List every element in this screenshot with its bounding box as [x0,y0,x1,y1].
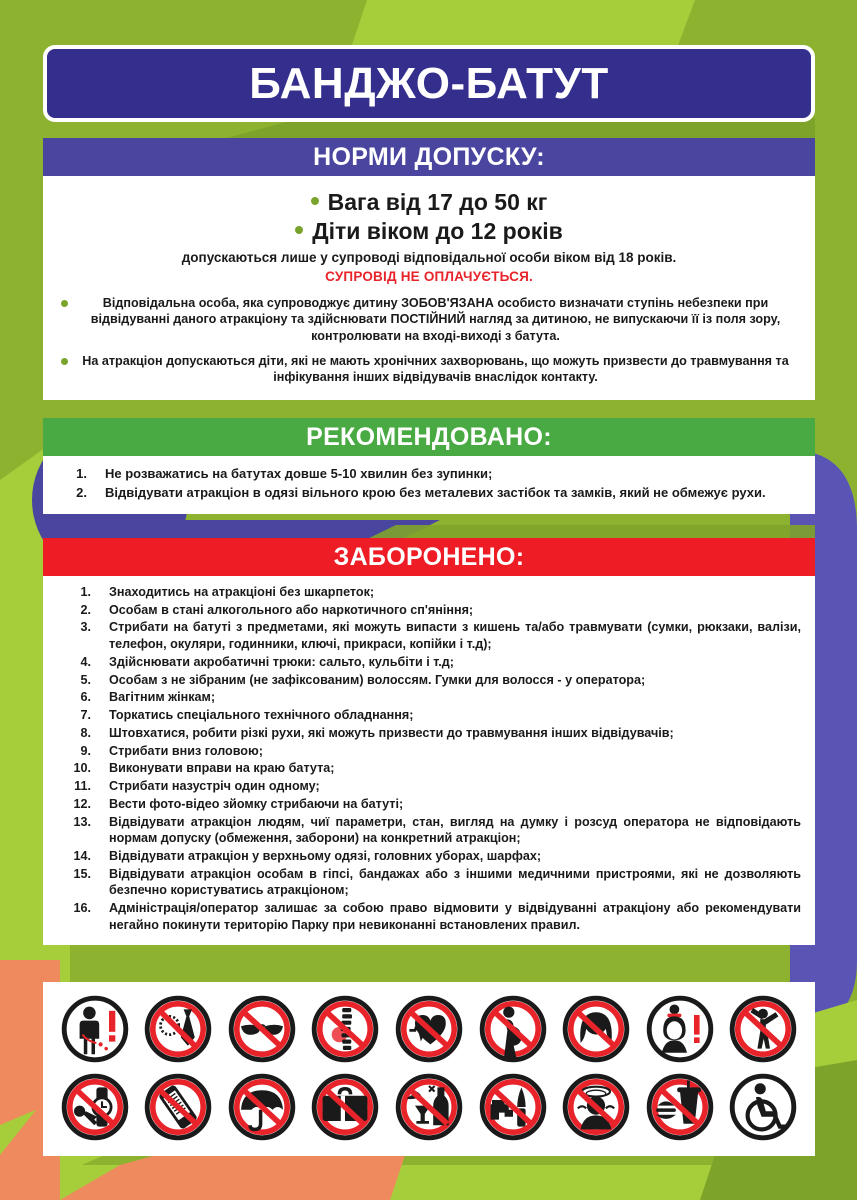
bullet-dot-icon [61,300,68,307]
list-item [59,484,799,501]
forbidden-list [57,584,801,934]
no-heart-condition-icon [394,994,464,1064]
poster-title-bar [43,45,815,122]
list-item-text: Вести фото-відео зйомку стрибаючи на батуті; [109,796,404,811]
list-item-text: Відвідувати атракціон особам в гіпсі, бандажах або з іншими медичними пристроями, які не дозволяють безпечно користуватись атракціоном; [109,866,801,898]
forbidden-header [43,538,815,576]
no-wheelchair-icon [728,1072,798,1142]
no-mobile-phone-icon [143,1072,213,1142]
pictogram-panel [43,982,815,1156]
pictogram-row-2 [53,1072,805,1142]
list-item-text: Особам з не зібраним (не зафіксованим) волоссям. Гумки для волосся - у оператора; [109,672,646,687]
list-item [57,619,801,652]
norms-highlight-text: Вага від 17 до 50 кг [327,189,548,215]
recommended-header [43,418,815,456]
list-item-text: Виконувати вправи на краю батута; [109,761,335,776]
list-item [57,743,801,760]
list-item-text: Особам в стані алкогольного або наркотичного сп'яніння; [109,602,474,617]
list-item-text: Стрибати вниз головою; [109,743,263,758]
list-item [57,796,801,813]
norms-header [43,138,815,176]
no-food-drink-icon [645,1072,715,1142]
list-item [57,602,801,619]
no-pregnant-icon [478,994,548,1064]
norms-paragraph-text: На атракціон допускаються діти, які не мають хронічних захворювань, що можуть призвести до травмування та інфікування інших відвідувачів внаслідок контакту. [82,354,789,385]
no-waving-arms-icon [728,994,798,1064]
no-loose-items-person-icon [60,994,130,1064]
list-item-text: Вагітним жінкам; [109,690,216,705]
poster-content [43,0,815,1200]
norms-highlight [61,188,797,217]
list-item [57,672,801,689]
section-pictograms [43,982,815,1156]
section-forbidden [43,538,815,945]
recommended-header-label: РЕКОМЕНДОВАНО: [306,422,552,451]
list-item [57,654,801,671]
page-title: БАНДЖО-БАТУТ [249,58,609,108]
tie-hair-up-icon [645,994,715,1064]
section-admission-norms [43,138,815,400]
list-item [57,725,801,742]
norms-highlight-text: Діти віком до 12 років [312,217,563,244]
no-umbrella-icon [227,1072,297,1142]
list-item-text: Стрибати назустріч один одному; [109,779,320,794]
pictogram-row-1 [53,994,805,1064]
list-item-text: Торкатись спеціального технічного обладнання; [109,708,414,723]
no-bags-luggage-icon [310,1072,380,1142]
bullet-dot-icon [295,226,303,234]
list-item [57,900,801,933]
list-item-text: Знаходитись на атракціоні без шкарпеток; [109,585,375,599]
list-item-text: Відвідувати атракціон в одязі вільного крою без металевих застібок та замків, який не обмежує рухи. [105,485,766,501]
recommended-list [59,465,799,502]
recommended-body [43,456,815,514]
norms-paragraph-text: Відповідальна особа, яка супроводжує дитину ЗОБОВ'ЯЗАНА особисто визначати ступінь небезпеки при відвідуванні даного атракціону та здійснювати ПОСТІЙНИЙ нагляд за дитиною, не випускаючи її із поля зору, контролювати на вході-виході з батута. [90,295,781,343]
list-item [57,814,801,847]
list-item-text: Стрибати на батуті з предметами, які можуть випасти з кишень та/або травмувати (сумки, рюкзаки, валізи, телефон, окуляри, годинники, ключі, прикраси, копійки і т.д); [109,620,801,652]
list-item-text: Відвідувати атракціон у верхньому одязі, головних уборах, шарфах; [109,849,542,864]
no-jewellery-tie-icon [143,994,213,1064]
no-spine-injury-icon [310,994,380,1064]
forbidden-header-label: ЗАБОРОНЕНО: [333,542,525,571]
norms-red-note: СУПРОВІД НЕ ОПЛАЧУЄТЬСЯ. [325,268,533,284]
norms-sub-note: допускаються лише у супроводі відповідальної особи віком від 18 років. [181,249,677,265]
norms-highlight [61,217,797,246]
no-alcohol-drugs-icon [394,1072,464,1142]
norms-paragraph [61,353,797,386]
list-item [57,584,801,601]
no-keys-watch-icon [60,1072,130,1142]
bullet-dot-icon [61,358,68,365]
list-item-text: Не розважатись на батутах довше 5-10 хвилин без зупинки; [105,466,493,481]
no-loose-hair-icon [561,994,631,1064]
list-item [57,866,801,899]
no-glasses-icon [227,994,297,1064]
section-recommended [43,418,815,514]
forbidden-body [43,576,815,945]
no-weapons-knife-icon [478,1072,548,1142]
norms-header-label: НОРМИ ДОПУСКУ: [313,142,545,171]
norms-paragraph [61,295,797,344]
list-item [59,465,799,482]
list-item-text: Штовхатися, робити різкі рухи, які можуть призвести до травмування інших відвідувачів; [109,725,674,740]
list-item [57,848,801,865]
list-item [57,760,801,777]
no-dizziness-icon [561,1072,631,1142]
norms-body [43,176,815,400]
list-item [57,689,801,706]
list-item-text: Адміністрація/оператор залишає за собою право відмовити у відвідуванні атракціону або рекомендувати негайно покинути територію Парку при невиконанні встановлених правил. [109,901,801,932]
list-item-text: Здійснювати акробатичні трюки: сальто, кульбіти і т.д; [109,654,454,669]
list-item [57,707,801,724]
list-item-text: Відвідувати атракціон людям, чиї параметри, стан, вигляд на думку і розсуд оператора не відповідають нормам допуску (обмеження, заборони) на конкретний атракціон; [109,814,801,846]
bullet-dot-icon [311,197,319,205]
list-item [57,778,801,795]
